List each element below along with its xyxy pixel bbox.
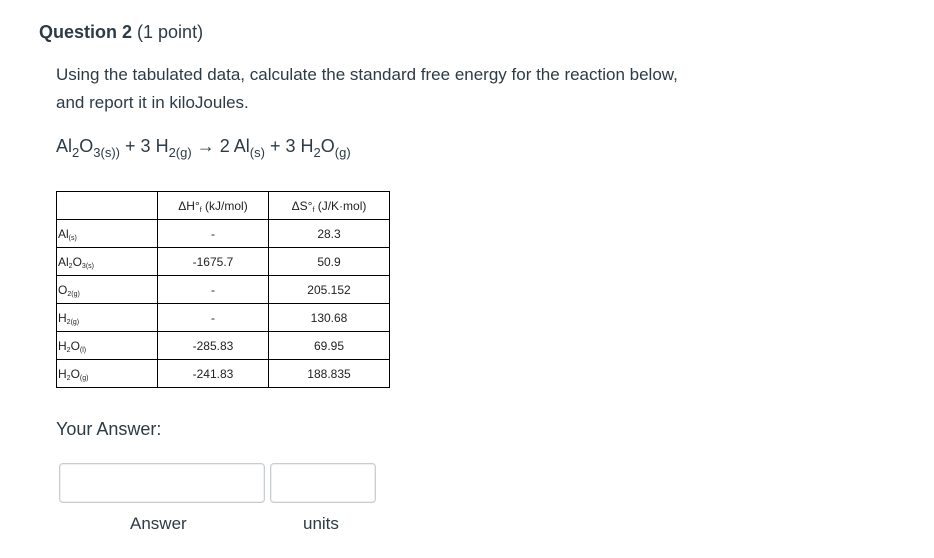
prompt-line-2: and report it in kiloJoules.: [56, 93, 249, 112]
enthalpy-cell: -: [158, 220, 269, 248]
header-dh-text: ΔH°: [178, 198, 200, 213]
units-input[interactable]: [270, 463, 376, 503]
enthalpy-cell: -285.83: [158, 332, 269, 360]
table-row: [57, 248, 390, 276]
species-sub: 2: [66, 346, 71, 354]
species-sub: (g): [79, 374, 89, 382]
species-symbol: Al: [58, 254, 69, 269]
species-sub: 2(g): [66, 318, 80, 326]
entropy-cell: 205.152: [269, 276, 390, 304]
eq-plus: +: [125, 136, 136, 156]
eq-reactant1-o: O: [79, 136, 94, 156]
eq-reactant2: H: [155, 136, 169, 156]
species-cell: [57, 360, 158, 388]
eq-product1: Al: [233, 136, 250, 156]
eq-sub: 2: [313, 145, 321, 160]
reaction-equation: [56, 136, 351, 160]
header-ds-text: ΔS°: [291, 198, 313, 213]
species-sub: (l): [79, 346, 87, 354]
species-mid: O: [70, 338, 80, 353]
species-cell: [57, 220, 158, 248]
eq-coef: 2: [219, 136, 230, 156]
table-row: [57, 276, 390, 304]
table-header-species: [57, 192, 158, 220]
table-row: [57, 332, 390, 360]
species-cell: [57, 332, 158, 360]
eq-product2-o: O: [320, 136, 335, 156]
question-number: Question 2: [39, 22, 133, 42]
table-row: [57, 220, 390, 248]
species-symbol: H: [58, 366, 67, 381]
table-header-entropy: [269, 192, 390, 220]
eq-sub: 2(g): [168, 145, 192, 160]
answer-label: Answer: [130, 514, 187, 533]
enthalpy-cell: -: [158, 276, 269, 304]
header-ds-sub: f: [312, 206, 315, 214]
entropy-cell: 28.3: [269, 220, 390, 248]
table-row: [57, 360, 390, 388]
species-sub: (s): [68, 234, 77, 242]
eq-arrow: →: [196, 136, 215, 156]
header-dh-sub: f: [199, 206, 202, 214]
answer-input[interactable]: [59, 463, 265, 503]
enthalpy-cell: -1675.7: [158, 248, 269, 276]
eq-plus: +: [269, 136, 281, 156]
entropy-cell: 130.68: [269, 304, 390, 332]
species-sub: 3(s): [81, 262, 94, 270]
species-mid: O: [70, 366, 80, 381]
eq-coef: 3: [140, 136, 151, 156]
species-symbol: H: [58, 310, 67, 325]
entropy-cell: 69.95: [269, 332, 390, 360]
header-dh-unit: (kJ/mol): [201, 198, 248, 213]
eq-product2: H: [300, 136, 314, 156]
species-symbol: Al: [58, 226, 69, 241]
enthalpy-cell: -241.83: [158, 360, 269, 388]
eq-sub: 3(s)): [93, 145, 120, 160]
thermo-data-table: [56, 191, 390, 388]
species-sub: 2: [68, 262, 73, 270]
species-mid: O: [72, 254, 82, 269]
table-row: [57, 304, 390, 332]
eq-reactant1: Al: [56, 136, 73, 156]
question-prompt: [56, 61, 816, 117]
eq-coef: 3: [285, 136, 296, 156]
your-answer-heading: Your Answer:: [56, 419, 162, 439]
species-cell: [57, 248, 158, 276]
enthalpy-cell: -: [158, 304, 269, 332]
entropy-cell: 188.835: [269, 360, 390, 388]
units-label: units: [303, 514, 339, 533]
eq-sub: (s): [249, 145, 265, 160]
species-sub: 2: [66, 374, 71, 382]
prompt-line-1: Using the tabulated data, calculate the standard free energy for the reaction below,: [56, 65, 678, 84]
species-cell: [57, 304, 158, 332]
question-points: (1 point): [137, 22, 204, 42]
entropy-cell: 50.9: [269, 248, 390, 276]
question-header: [39, 22, 203, 43]
eq-sub: 2: [72, 145, 80, 160]
header-ds-unit: (J/K·mol): [314, 198, 367, 213]
species-cell: [57, 276, 158, 304]
eq-sub: (g): [334, 145, 351, 160]
table-header-enthalpy: [158, 192, 269, 220]
species-sub: 2(g): [67, 290, 80, 298]
species-symbol: H: [58, 338, 67, 353]
table-header-row: [57, 192, 390, 220]
species-symbol: O: [58, 282, 68, 297]
